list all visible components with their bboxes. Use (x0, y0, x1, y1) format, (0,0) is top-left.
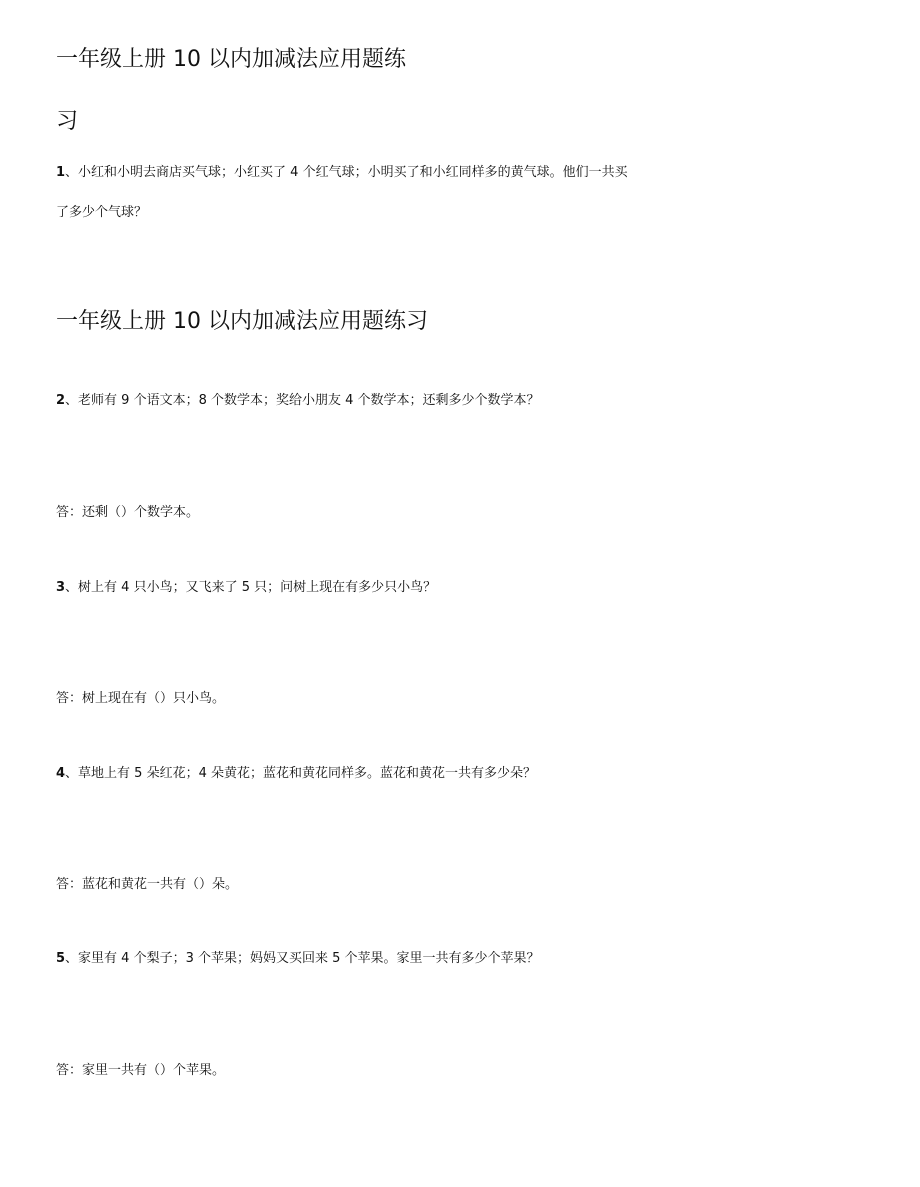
question-number: 3 (56, 580, 66, 595)
question-number: 5 (56, 951, 66, 966)
question-1-line-2: 了多少个气球？ (56, 205, 148, 220)
question-text: 、树上有 4 只小鸟；又飞来了 5 只；问树上现在有多少只小鸟？ (65, 580, 437, 595)
question-2 (56, 389, 540, 408)
answer-4: 答：蓝花和黄花一共有（）朵。 (56, 877, 239, 892)
question-1 (56, 161, 628, 180)
question-text: 、草地上有 5 朵红花；4 朵黄花；蓝花和黄花同样多。蓝花和黄花一共有多少朵？ (65, 766, 536, 781)
question-number: 4 (56, 766, 66, 781)
answer-3: 答：树上现在有（）只小鸟。 (56, 691, 226, 706)
page-title-line-2: 习 (56, 109, 79, 134)
answer-5: 答：家里一共有（）个苹果。 (56, 1063, 226, 1078)
question-5 (56, 947, 540, 966)
question-number: 2 (56, 393, 66, 408)
question-3 (56, 576, 436, 595)
question-number: 1 (56, 165, 66, 180)
page-title-line-1: 一年级上册 10 以内加减法应用题练 (56, 47, 406, 72)
question-4 (56, 762, 536, 781)
section-title: 一年级上册 10 以内加减法应用题练习 (56, 309, 428, 334)
question-text: 、家里有 4 个梨子；3 个苹果；妈妈又买回来 5 个苹果。家里一共有多少个苹果？ (65, 951, 540, 966)
question-text: 、老师有 9 个语文本；8 个数学本；奖给小朋友 4 个数学本；还剩多少个数学本？ (65, 393, 540, 408)
question-text-line-1: 、小红和小明去商店买气球；小红买了 4 个红气球；小明买了和小红同样多的黄气球。他们一共买 (65, 165, 628, 180)
answer-2: 答：还剩（）个数学本。 (56, 505, 200, 520)
